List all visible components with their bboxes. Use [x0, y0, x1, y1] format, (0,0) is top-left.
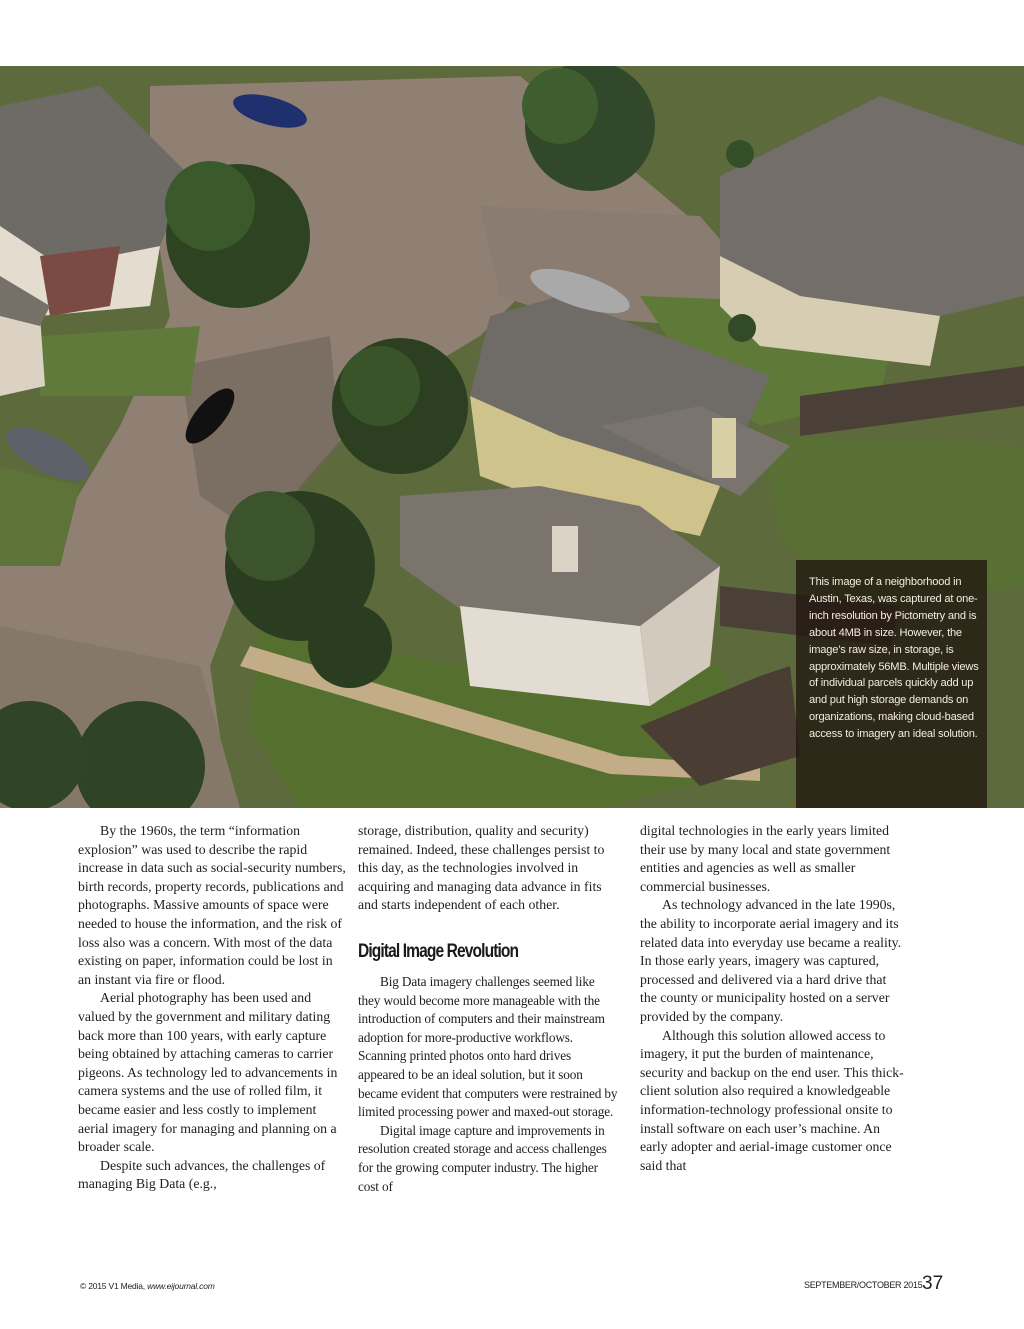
body-paragraph: digital technologies in the early years limited their use by many local and state government entities and agencies as well as smaller commercial businesses.	[640, 823, 891, 894]
body-paragraph: Although this solution allowed access to imagery, it put the burden of maintenance, security and backup on the end user. This thick-client solution also required a knowledgeable information-technology professional onsite to install software on each user’s machine. An early adopter and aerial-image customer once said that	[640, 1027, 904, 1173]
article-column-3	[640, 822, 904, 1175]
body-paragraph: Despite such advances, the challenges of managing Big Data (e.g.,	[78, 1157, 326, 1192]
section-heading: Digital Image Revolution	[358, 940, 519, 962]
body-paragraph: As technology advanced in the late 1990s, the ability to incorporate aerial imagery and its related data into everyday use became a reality. In those early years, imagery was captured, processed and delivered via a hard drive that the county or municipality hosted on a server provided by the company.	[640, 897, 902, 1024]
copyright-line	[80, 1281, 215, 1291]
article-column-2	[358, 822, 620, 1196]
photo-caption: This image of a neighborhood in Austin, Texas, was captured at one-inch resolution by Pictometry and is about 4MB in size. However, the image’s raw size, in storage, is approximately 56MB. Multiple views of individual parcels quickly add up and put high storage demands on organizations, making cloud-based access to imagery an ideal solution.	[796, 560, 987, 808]
website-link[interactable]: www.eijournal.com	[147, 1281, 215, 1291]
article-column-1	[78, 822, 346, 1194]
issue-date: SEPTEMBER/OCTOBER 2015	[804, 1280, 923, 1290]
page-number: 37	[922, 1273, 944, 1294]
copyright-text: © 2015 V1 Media,	[80, 1281, 145, 1291]
body-paragraph: Digital image capture and improvements in resolution created storage and access challenges for the growing computer industry. The higher cost of	[358, 1122, 607, 1194]
body-paragraph: storage, distribution, quality and security) remained. Indeed, these challenges persist to this day, as the technologies involved in acquiring and managing data advance in fits and starts independent of each other.	[358, 823, 605, 913]
body-paragraph: By the 1960s, the term “information explosion” was used to describe the rapid increase in data such as social-security numbers, birth records, property records, publications and photographs. Massive amounts of space were needed to house the information, and the risk of loss also was a concern. With most of the data existing on paper, information could be lost in an instant via fire or flood.	[78, 823, 346, 987]
body-paragraph: Aerial photography has been used and valued by the government and military dating back more than 100 years, with early capture being obtained by attaching cameras to carrier pigeons. As technology led to advancements in camera systems and the use of rolled film, it became easier and less costly to implement aerial imagery for managing and planning on a broader scale.	[78, 990, 338, 1155]
body-paragraph: Big Data imagery challenges seemed like they would become more manageable with the introduction of computers and their mainstream adoption for more-productive workflows. Scanning printed photos onto hard drives appeared to be an ideal solution, but it soon became evident that computers were restrained by limited processing power and maxed-out storage.	[358, 973, 618, 1120]
